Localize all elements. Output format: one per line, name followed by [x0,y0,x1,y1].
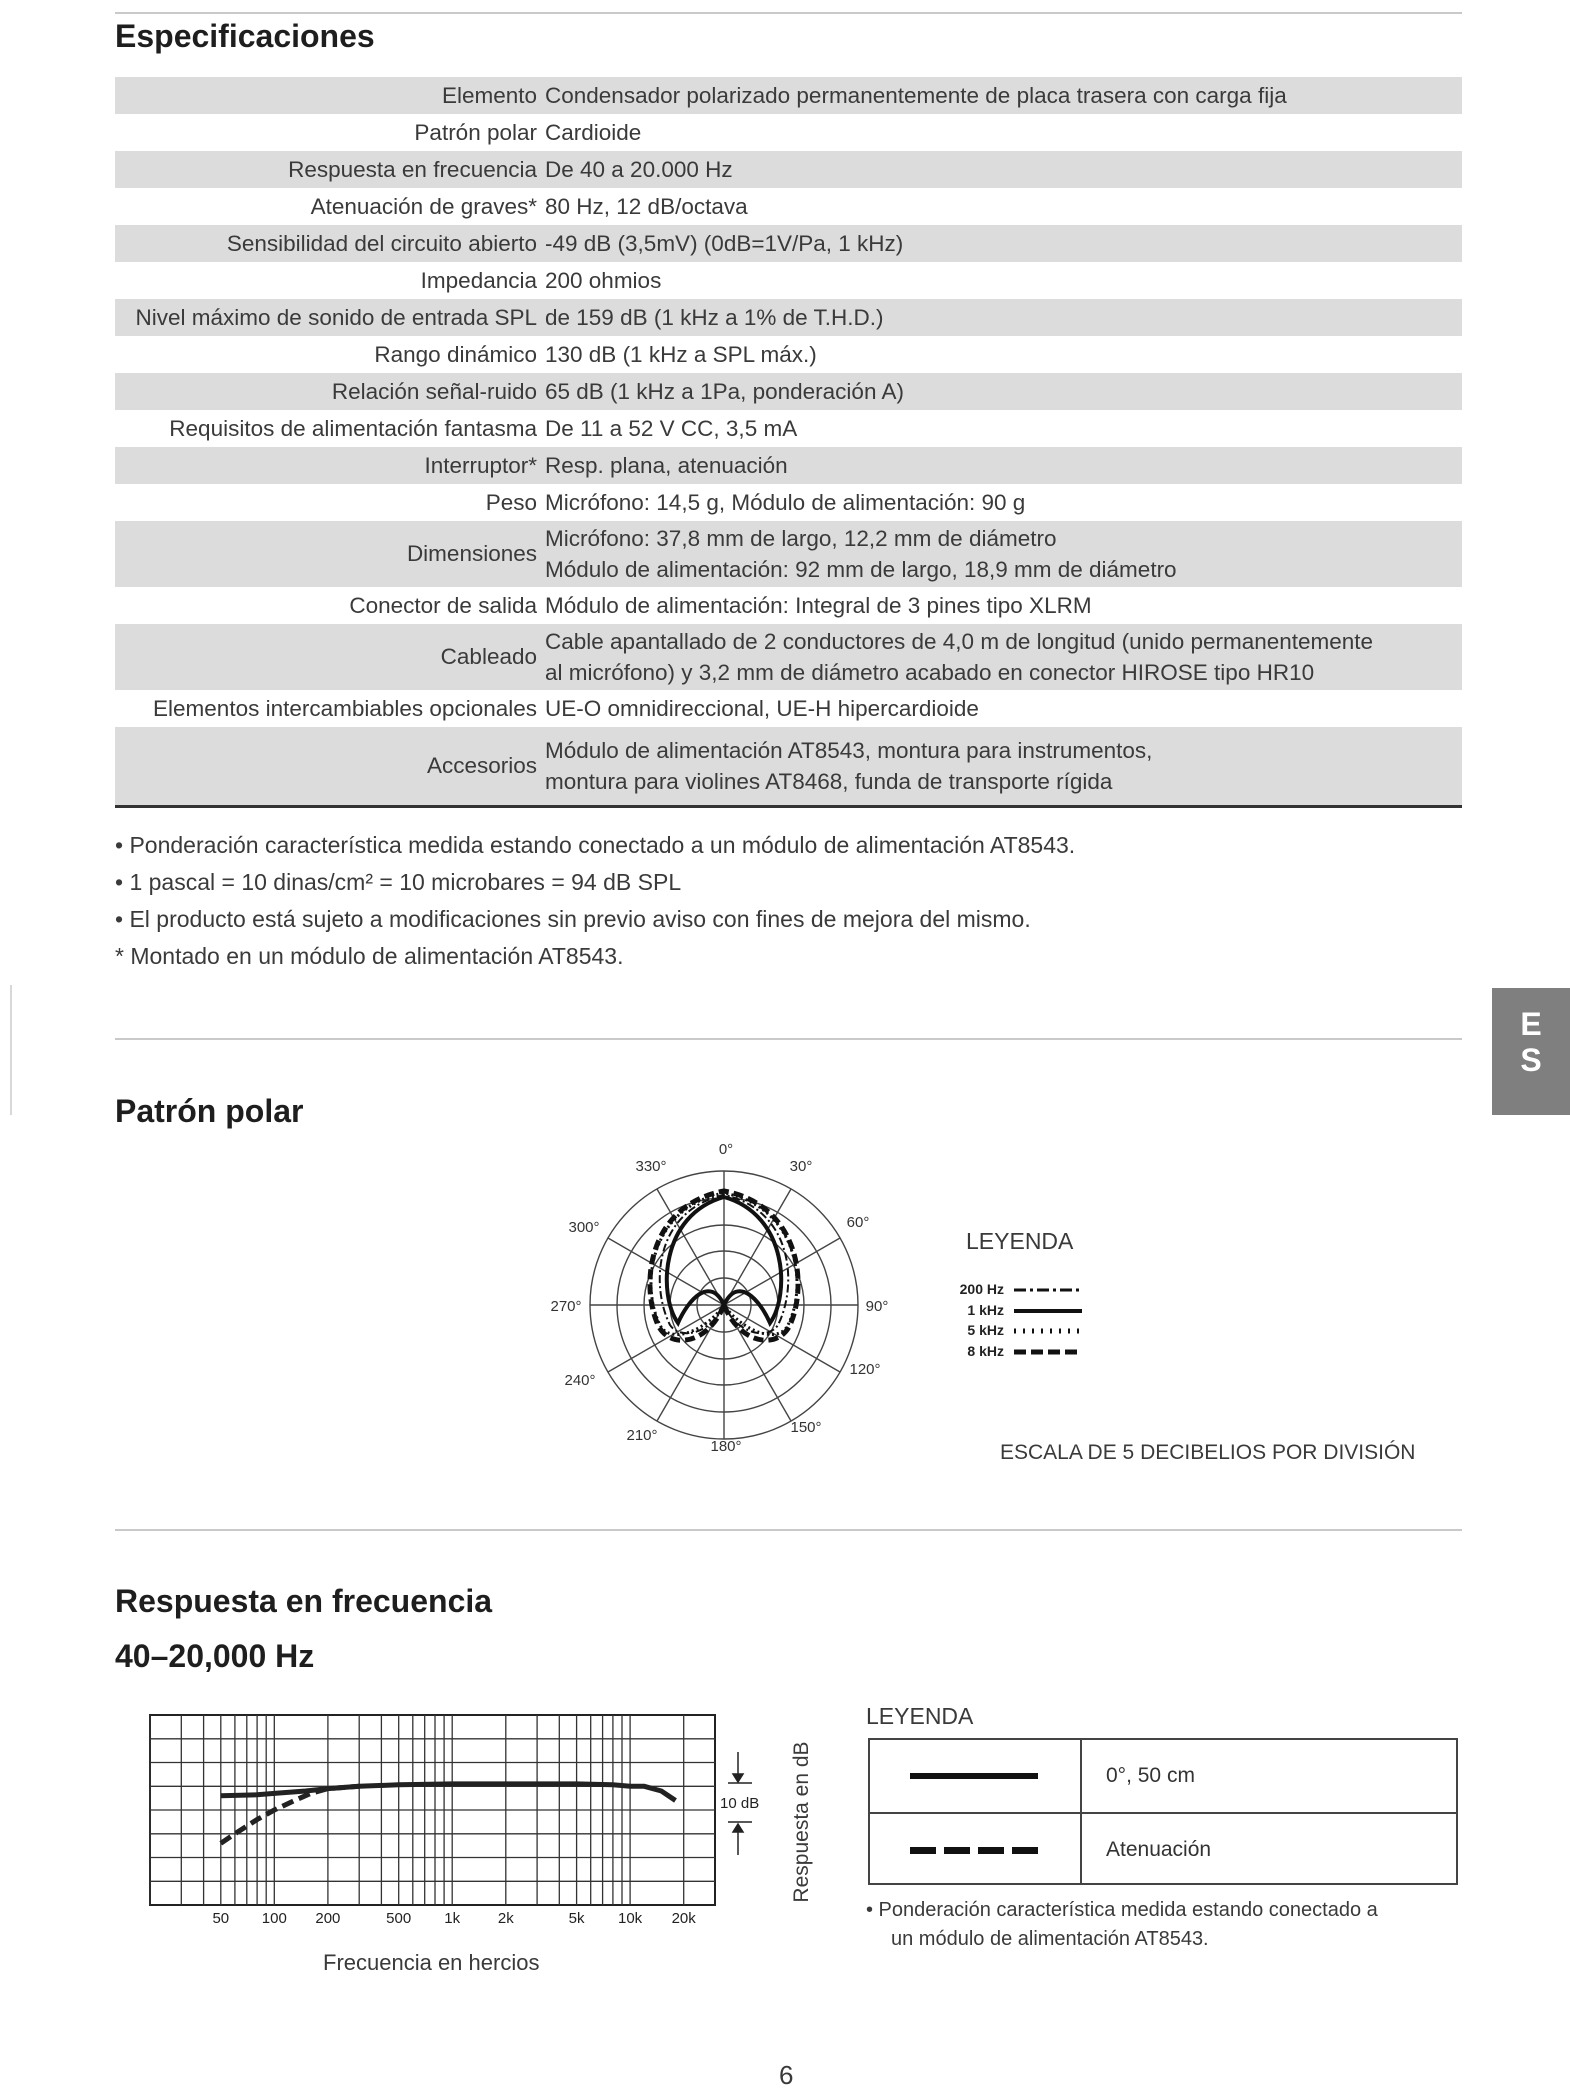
spec-label: Patrón polar [414,119,537,145]
freq-xlabel: Frecuencia en hercios [323,1950,540,1975]
legend-label: 1 kHz [967,1302,1004,1318]
legend-label: 200 Hz [959,1281,1004,1297]
specs-table [115,77,1462,808]
legend-label: 8 kHz [967,1343,1004,1358]
spec-value: De 40 a 20.000 Hz [545,156,733,182]
db-scale-label: 10 dB [720,1795,760,1812]
spec-value-line: Módulo de alimentación: 92 mm de largo, 18,9 mm de diámetro [545,557,1177,582]
spec-row [115,521,1462,587]
spec-value-line: Módulo de alimentación AT8543, montura para instrumentos, [545,738,1153,763]
spec-value: 130 dB (1 kHz a SPL máx.) [545,341,817,367]
x-tick-label: 50 [212,1910,230,1925]
legend-label: 5 kHz [967,1322,1004,1338]
tab-letter: S [1520,1042,1542,1078]
angle-label: 150° [790,1419,822,1436]
freq-legend-table [868,1738,1458,1885]
spec-value: Condensador polarizado permanentemente de placa trasera con carga fija [545,82,1287,108]
spec-row [115,225,1462,262]
spec-label: Cableado [440,644,537,669]
freq-note-2: un módulo de alimentación AT8543. [891,1928,1209,1950]
note: • Ponderación característica medida estando conectado a un módulo de alimentación AT8543. [115,832,1076,858]
x-tick-label: 2k [497,1910,514,1925]
spec-value: Módulo de alimentación: Integral de 3 pines tipo XLRM [545,592,1092,618]
spec-value: Micrófono: 14,5 g, Módulo de alimentación: 90 g [545,489,1026,515]
spec-row [115,484,1462,521]
spec-row [115,114,1462,151]
polar-title: Patrón polar [115,1093,304,1129]
polar-legend [940,1278,1090,1358]
spec-value: de 159 dB (1 kHz a 1% de T.H.D.) [545,304,884,330]
spec-label: Requisitos de alimentación fantasma [169,415,537,441]
x-tick-label: 1k [444,1910,461,1925]
legend-label: 0°, 50 cm [1106,1764,1195,1787]
spec-row [115,262,1462,299]
spec-label: Accesorios [426,753,537,778]
freq-title: Respuesta en frecuencia [115,1583,493,1619]
spec-row [115,624,1462,690]
angle-label: 90° [865,1298,889,1315]
margin-mark [10,985,12,1115]
spec-value-line: Cable apantallado de 2 conductores de 4,0 m de longitud (unido permanentemente [545,629,1374,654]
x-tick-label: 200 [315,1910,341,1925]
polar-legend-title: LEYENDA [966,1228,1074,1254]
spec-label: Rango dinámico [374,341,537,367]
spec-value-line: Micrófono: 37,8 mm de largo, 12,2 mm de diámetro [545,526,1057,551]
spec-label: Respuesta en frecuencia [288,156,537,182]
x-tick-label: 20k [671,1910,696,1925]
note: • El producto está sujeto a modificaciones sin previo aviso con fines de mejora del mismo. [115,906,1031,932]
polar-scale: ESCALA DE 5 DECIBELIOS POR DIVISIÓN [1000,1441,1416,1464]
spec-label: Nivel máximo de sonido de entrada SPL [135,304,537,330]
spec-value [545,523,1462,585]
angle-label: 210° [626,1427,658,1444]
spec-row [115,690,1462,727]
spec-value-line: al micrófono) y 3,2 mm de diámetro acabado en conector HIROSE tipo HR10 [545,660,1315,685]
spec-value [545,626,1462,688]
angle-label: 330° [635,1158,667,1175]
angle-label: 270° [550,1298,582,1315]
spec-value: 200 ohmios [545,267,662,293]
spec-label: Sensibilidad del circuito abierto [226,230,537,256]
note: * Montado en un módulo de alimentación AT8543. [115,943,624,969]
spec-row [115,727,1462,805]
spec-value: 80 Hz, 12 dB/octava [545,193,748,219]
spec-label: Impedancia [420,267,537,293]
spec-value: Cardioide [545,119,642,145]
angle-label: 120° [849,1361,881,1378]
spec-label: Peso [485,489,537,515]
legend-dashed-line [910,1847,1038,1854]
freq-subtitle: 40–20,000 Hz [115,1638,315,1674]
angle-label: 240° [564,1372,596,1389]
spec-row [115,77,1462,114]
spec-notes [115,827,1075,975]
x-tick-label: 10k [618,1910,643,1925]
angle-label: 180° [710,1438,742,1455]
spec-value: 65 dB (1 kHz a 1Pa, ponderación A) [545,378,904,404]
angle-label: 30° [789,1158,813,1175]
spec-value: -49 dB (3,5mV) (0dB=1V/Pa, 1 kHz) [545,230,904,256]
page-number: 6 [779,2060,794,2090]
spec-value: De 11 a 52 V CC, 3,5 mA [545,415,798,441]
spec-label: Dimensiones [406,541,537,566]
db-scale-marker [708,1750,778,1860]
spec-row [115,447,1462,484]
language-tab [1492,988,1570,1115]
tab-letter: E [1520,1006,1542,1042]
angle-label: 0° [718,1141,734,1158]
table-bottom-rule [115,805,1462,808]
angle-label: 60° [846,1214,870,1231]
spec-value-line: montura para violines AT8468, funda de transporte rígida [545,769,1113,794]
legend-label: Atenuación [1106,1838,1212,1861]
spec-row [115,151,1462,188]
freq-ylabel: Respuesta en dB [790,1741,813,1903]
angle-label: 300° [568,1219,600,1236]
spec-label: Relación señal-ruido [331,378,537,404]
polar-diagram [520,1135,920,1470]
x-tick-label: 500 [386,1910,412,1925]
x-tick-label: 100 [261,1910,287,1925]
spec-label: Atenuación de graves* [310,193,537,219]
spec-row [115,336,1462,373]
spec-row [115,373,1462,410]
x-tick-label: 5k [568,1910,585,1925]
spec-row [115,587,1462,624]
spec-row [115,188,1462,225]
spec-value [545,735,1462,797]
legend-solid-line [910,1773,1038,1779]
spec-row [115,299,1462,336]
spec-label: Elemento [441,82,537,108]
frequency-chart [140,1710,720,1925]
spec-label: Interruptor* [424,452,537,478]
specs-title: Especificaciones [115,18,375,54]
spec-label: Conector de salida [349,592,537,618]
spec-value: Resp. plana, atenuación [545,452,788,478]
freq-note-1: • Ponderación característica medida estando conectado a [866,1899,1378,1921]
spec-value: UE-O omnidireccional, UE-H hipercardioide [545,695,979,721]
spec-row [115,410,1462,447]
note: • 1 pascal = 10 dinas/cm² = 10 microbares = 94 dB SPL [115,869,682,895]
spec-label: Elementos intercambiables opcionales [153,695,537,721]
freq-legend-title: LEYENDA [866,1703,974,1729]
